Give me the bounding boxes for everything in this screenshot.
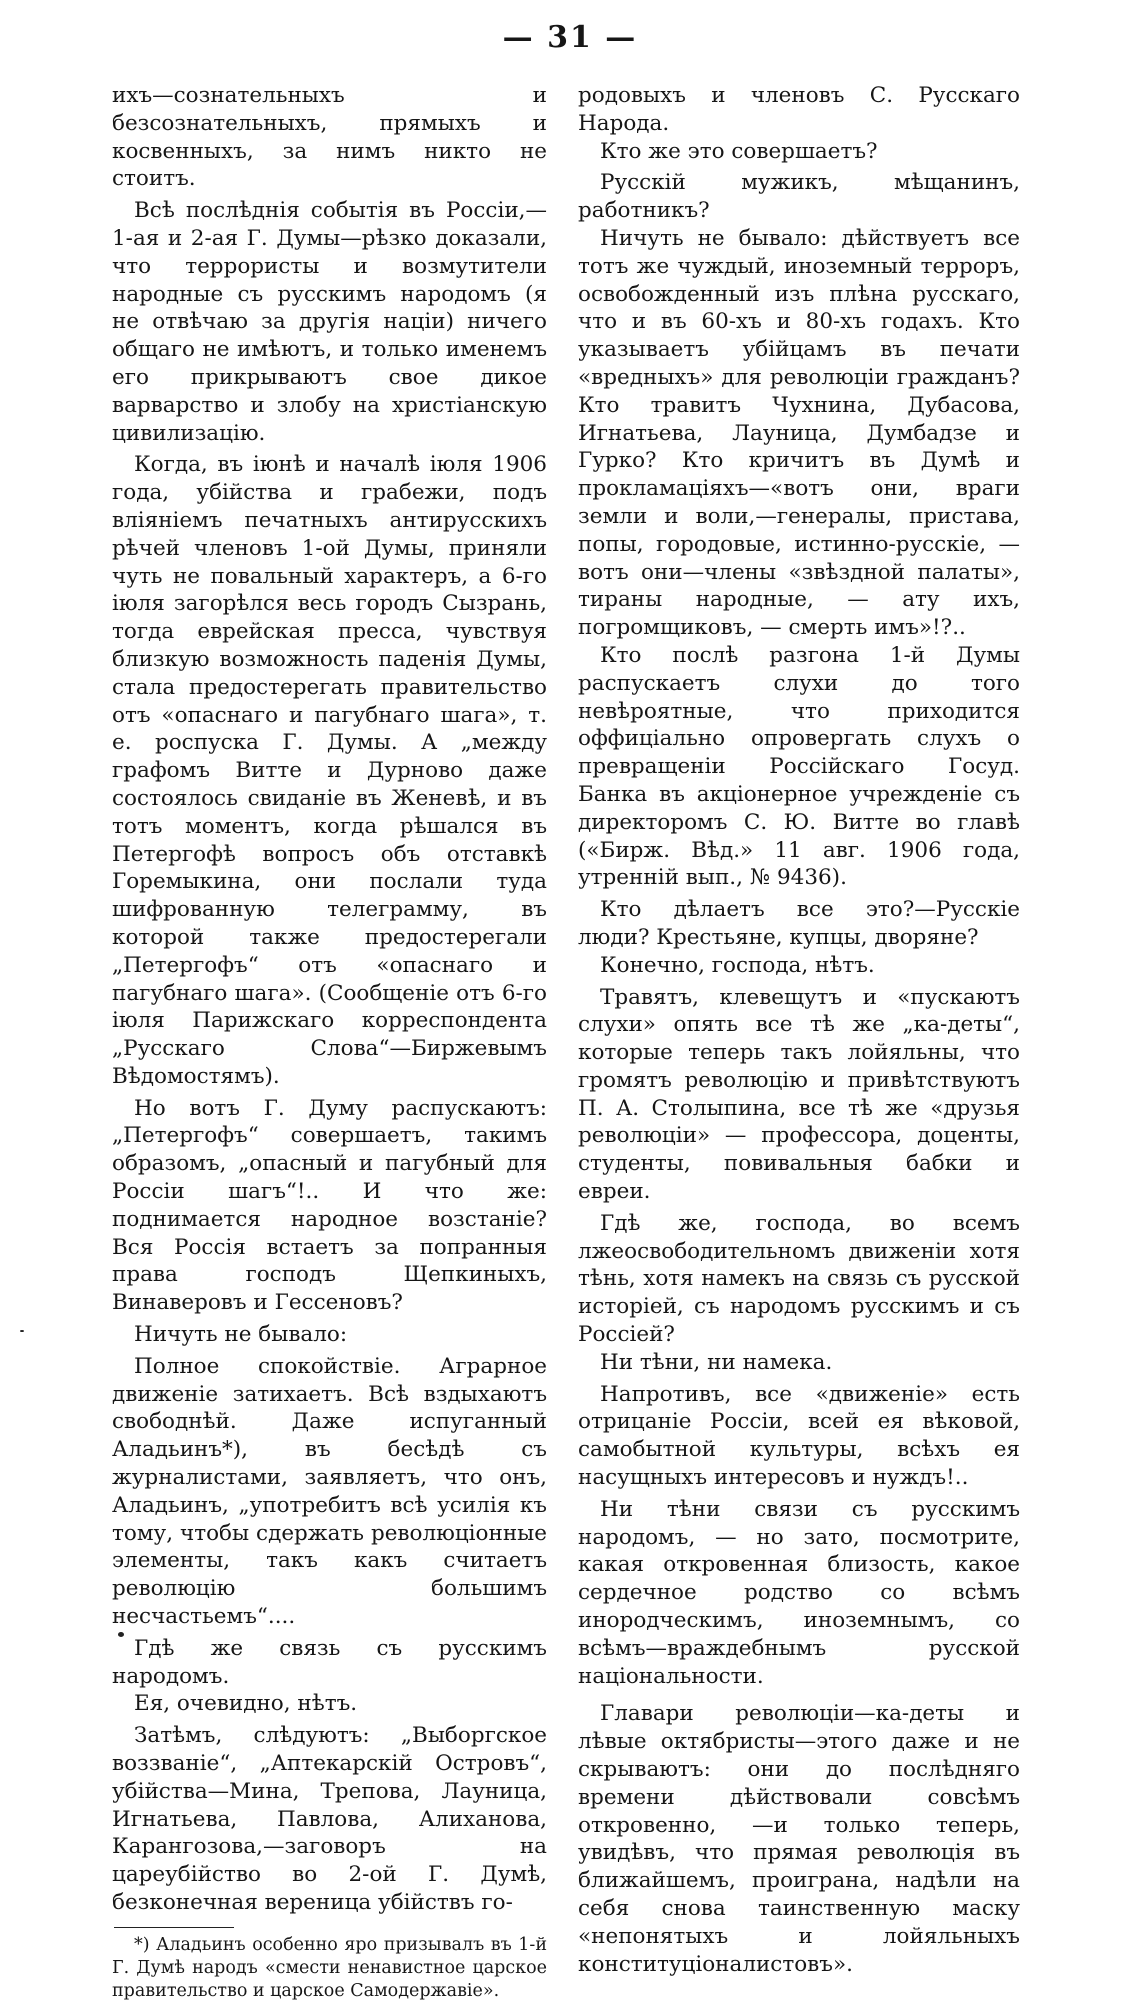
footnote bbox=[112, 1934, 547, 2003]
ink-speck bbox=[118, 1632, 124, 1637]
paragraph: Всѣ послѣднія событія въ Россіи,—1-ая и 2-ая Г. Думы—рѣзко доказали, что террористы и возмутители народные съ русскимъ народомъ (я не отвѣчаю за другія націи) ничего общаго не имѣютъ, и только именемъ его прикрываютъ свое дикое варварство и злобу на христіанскую цивилизацію. bbox=[112, 198, 547, 446]
paragraph: Гдѣ же связь съ русскимъ народомъ. bbox=[112, 1635, 547, 1689]
footnote-text: *) Аладьинъ особенно яро призывалъ въ 1-й Г. Думѣ народъ «смести ненавистное царское правительство и царское Самодержавіе». bbox=[112, 1934, 547, 2001]
paragraph: Ничуть не бывало: bbox=[134, 1322, 348, 1348]
paragraph: Ни тѣни, ни намека. bbox=[600, 1349, 833, 1375]
left-column bbox=[112, 82, 547, 2001]
page-number: — 31 — bbox=[502, 20, 638, 55]
paragraph: Травятъ, клевещутъ и «пускаютъ слухи» опять все тѣ же „ка-деты“, которые теперь такъ лойяльны, что громятъ революцію и привѣтствуютъ П. А. Столыпина, все тѣ же «друзья революціи» — профессора, доценты, студенты, повивальныя бабки и евреи. bbox=[578, 984, 1020, 1205]
paragraph: Полное спокойствіе. Аграрное движеніе затихаетъ. Всѣ вздыхаютъ свободнѣй. Даже испуганный Аладьинъ*), въ бесѣдѣ съ журналистами, заявляетъ, что онъ, Аладьинъ, „употребитъ всѣ усилія къ тому, чтобы сдержать революціонные элементы, такъ какъ считаетъ революцію большимъ несчастьемъ“.... bbox=[112, 1353, 547, 1630]
ink-speck bbox=[20, 1330, 24, 1332]
paragraph: Конечно, господа, нѣтъ. bbox=[600, 952, 875, 978]
right-column bbox=[578, 82, 1020, 1977]
paragraph: Затѣмъ, слѣдуютъ: „Выборгское воззваніе“, „Аптекарскій Островъ“, убійства—Мина, Трепова, Лауница, Игнатьева, Павлова, Алиханова, Карангозова,—заговоръ на цареубійство во 2-ой Г. Думѣ, безконечная вереница убійствъ го- bbox=[112, 1723, 547, 1915]
paragraph: Ея, очевидно, нѣтъ. bbox=[134, 1691, 358, 1717]
paragraph: Ничуть не бывало: дѣйствуетъ все тотъ же чуждый, иноземный терроръ, освобожденный изъ плѣна русскаго, что и въ 60-хъ и 80-хъ годахъ. Кто указываетъ убійцамъ въ печати «вредныхъ» для революціи гражданъ? Кто травитъ Чухнина, Дубасова, Игнатьева, Лауница, Думбадзе и Гурко? Кто кричитъ въ Думѣ и прокламаціяхъ—«вотъ они, враги земли и воли,—генералы, пристава, попы, городовые, истинно-русскіе, — вотъ они—члены «звѣздной палаты», тираны народные, — ату ихъ, погромщиковъ, — смерть имъ»!?.. bbox=[578, 225, 1020, 641]
footnote-rule bbox=[114, 1927, 234, 1928]
paragraph: ихъ—сознательныхъ и безсознательныхъ, прямыхъ и косвенныхъ, за нимъ никто не стоитъ. bbox=[112, 83, 547, 192]
paragraph: родовыхъ и членовъ С. Русскаго Народа. bbox=[578, 83, 1020, 136]
right-column-text bbox=[578, 82, 1020, 1978]
paragraph: Главари революціи—ка-деты и лѣвые октябристы—этого даже и не скрываютъ: они до послѣдняго времени дѣйствовали совсѣмъ откровенно, —и только теперь, увидѣвъ, что прямая революція въ ближайшемъ, проиграна, надѣли на себя снова таинственную маску «непонятыхъ и лойяльныхъ конституціоналистовъ». bbox=[578, 1701, 1020, 1977]
left-column-text bbox=[112, 82, 547, 1917]
paragraph: Ни тѣни связи съ русскимъ народомъ, — но зато, посмотрите, какая откровенная близость, какое сердечное родство со всѣмъ инородческимъ, иноземнымъ, со всѣмъ—враждебнымъ русской національности. bbox=[578, 1496, 1020, 1689]
paragraph: Когда, въ іюнѣ и началѣ іюля 1906 года, убійства и грабежи, подъ вліяніемъ печатныхъ антирусскихъ рѣчей членовъ 1-ой Думы, приняли чуть не повальный характеръ, а 6-го іюля загорѣлся весь городъ Сызрань, тогда еврейская пресса, чувствуя близкую возможность паденія Думы, стала предостерегать правительство отъ «опаснаго и пагубнаго шага», т. е. роспуска Г. Думы. А „между графомъ Витте и Дурново даже состоялось свиданіе въ Женевѣ, и въ тотъ моментъ, когда рѣшался въ Петергофѣ вопросъ объ отставкѣ Горемыкина, они послали туда шифрованную телеграмму, въ которой также предостерегали „Петергофъ“ отъ «опаснаго и пагубнаго шага». (Сообщеніе отъ 6-го іюля Парижскаго корреспондента „Русскаго Слова“—Биржевымъ Вѣдомостямъ). bbox=[112, 452, 547, 1089]
paragraph: Гдѣ же, господа, во всемъ лжеосвободительномъ движеніи хотя тѣнь, хотя намекъ на связь съ русской исторіей, съ народомъ русскимъ и съ Россіей? bbox=[578, 1210, 1020, 1348]
paragraph: Кто дѣлаетъ все это?—Русскіе люди? Крестьяне, купцы, дворяне? bbox=[578, 897, 1020, 950]
paragraph: Русскій мужикъ, мѣщанинъ, работникъ? bbox=[578, 170, 1020, 224]
paragraph: Но вотъ Г. Думу распускаютъ: „Петергофъ“ совершаетъ, такимъ образомъ, „опасный и пагубный для Россіи шагъ“!.. И что же: поднимается народное возстаніе? Вся Россія встаетъ за попранныя права господъ Щепкиныхъ, Винаверовъ и Гессеновъ? bbox=[112, 1095, 547, 1316]
paragraph: Напротивъ, все «движеніе» есть отрицаніе Россіи, всей ея вѣковой, самобытной культуры, всѣхъ ея насущныхъ интересовъ и нуждъ!.. bbox=[578, 1381, 1020, 1491]
paragraph: Кто послѣ разгона 1-й Думы распускаетъ слухи до того невѣроятные, что приходится оффиціально опровергать слухъ о превращеніи Россійскаго Госуд. Банка въ акціонерное учрежденіе съ директоромъ С. Ю. Витте во главѣ («Бирж. Вѣд.» 11 авг. 1906 года, утренній вып., № 9436). bbox=[578, 642, 1020, 891]
paragraph: Кто же это совершаетъ? bbox=[600, 138, 878, 164]
